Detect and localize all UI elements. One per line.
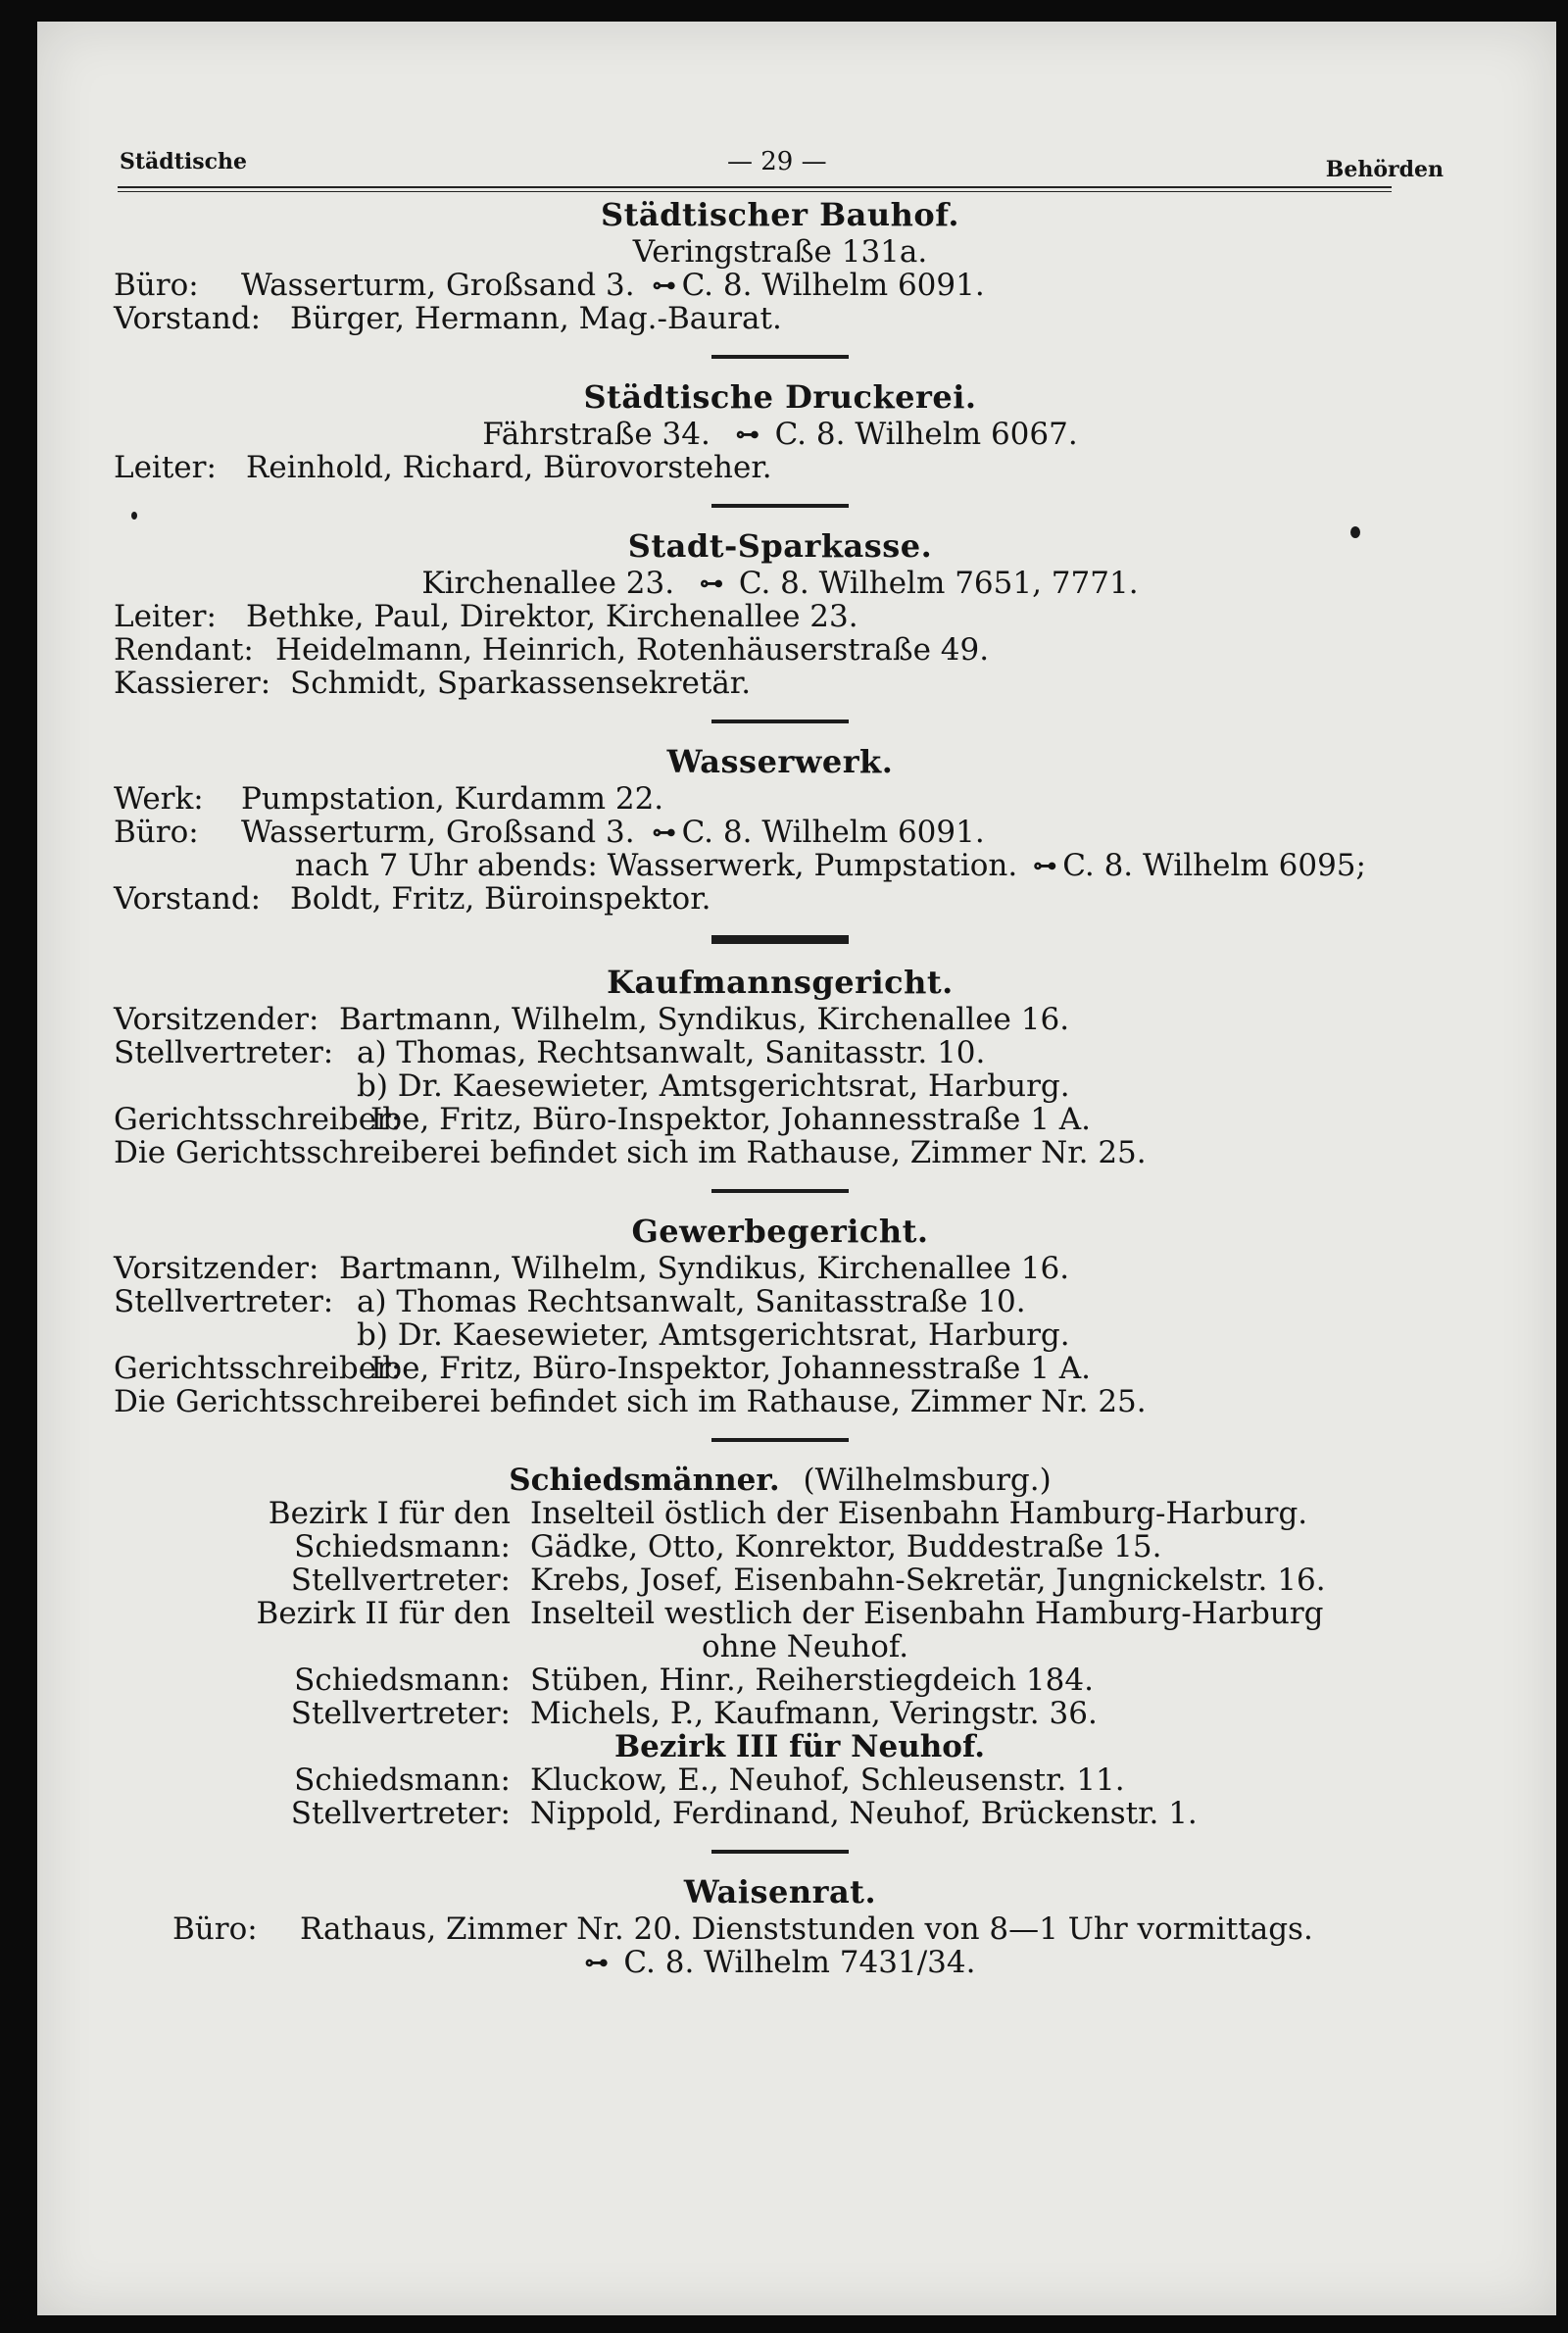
section-title: Städtische Druckerei. — [583, 378, 977, 416]
entry-text: b) Dr. Kaesewieter, Amtsgerichtsrat, Harburg. — [357, 1317, 1070, 1353]
address: Veringstraße 131a. — [632, 234, 928, 270]
entry-text: Heidelmann, Heinrich, Rotenhäuserstraße 49. — [275, 632, 990, 668]
phone-number: C. 8. Wilhelm 6067. — [774, 417, 1078, 452]
section-divider — [711, 935, 849, 944]
address-line — [114, 567, 1446, 600]
entry-vorsitzender — [114, 1252, 1446, 1285]
entry-label: Stellvertreter: — [290, 1796, 511, 1831]
section-divider — [711, 355, 849, 359]
phone-icon: ⊶ — [699, 569, 721, 597]
phone-number: C. 8. Wilhelm 7431/34. — [623, 1945, 976, 1980]
entry-label: Vorstand: — [114, 301, 262, 336]
phone-line — [114, 1946, 1446, 1979]
phone-icon: ⊶ — [1033, 851, 1055, 879]
entry-schiedsmann — [114, 1530, 1446, 1564]
entry-label: Leiter: — [114, 599, 217, 634]
bezirk-2-cont — [114, 1630, 1446, 1663]
note-text: Die Gerichtsschreiberei befindet sich im Rathause, Zimmer Nr. 25. — [114, 1384, 1147, 1419]
page-content — [114, 198, 1446, 1979]
entry-vorstand — [114, 882, 1446, 916]
entry-text: Bürger, Hermann, Mag.-Baurat. — [290, 301, 782, 336]
entry-buero — [114, 1912, 1446, 1946]
entry-label: Stellvertreter: — [290, 1563, 511, 1598]
bezirk-3: Bezirk III für Neuhof. — [613, 1729, 986, 1764]
entry-text: Boldt, Fritz, Büroinspektor. — [290, 881, 711, 917]
section-waisenrat — [114, 1875, 1446, 1979]
entry-vorsitzender — [114, 1003, 1446, 1036]
entry-text: Pumpstation, Kurdamm 22. — [241, 781, 664, 817]
section-kaufmannsgericht — [114, 966, 1446, 1169]
entry-text: Nippold, Ferdinand, Neuhof, Brückenstr. 1. — [530, 1796, 1198, 1831]
header-left: Städtische — [120, 149, 247, 174]
address: Kirchenallee 23. — [421, 566, 675, 601]
section-gewerbegericht — [114, 1215, 1446, 1418]
entry-kassierer — [114, 667, 1446, 700]
page-number: — 29 — — [727, 147, 827, 176]
entry-text: Bartmann, Wilhelm, Syndikus, Kirchenallee 16. — [339, 1251, 1070, 1286]
section-title: Städtischer Bauhof. — [601, 196, 959, 233]
entry-text: Stüben, Hinr., Reiherstiegdeich 184. — [530, 1663, 1094, 1698]
entry-buero — [114, 269, 1446, 302]
entry-text: nach 7 Uhr abends: Wasserwerk, Pumpstation. — [295, 848, 1018, 883]
entry-stellvertreter — [114, 1697, 1446, 1730]
entry-stellvertreter — [114, 1036, 1446, 1069]
bezirk-1 — [114, 1497, 1446, 1530]
entry-text: Kluckow, E., Neuhof, Schleusenstr. 11. — [530, 1762, 1125, 1798]
phone-number: C. 8. Wilhelm 7651, 7771. — [738, 566, 1139, 601]
entry-stellvertreter — [114, 1564, 1446, 1597]
section-title: Stadt-Sparkasse. — [627, 527, 933, 565]
entry-rendant — [114, 633, 1446, 667]
running-header — [120, 131, 1444, 182]
phone-icon: ⊶ — [652, 271, 674, 299]
phone-icon: ⊶ — [735, 420, 758, 448]
entry-label: Büro: — [114, 268, 199, 303]
entry-text: Gädke, Otto, Konrektor, Buddestraße 15. — [530, 1529, 1162, 1564]
section-bauhof — [114, 198, 1446, 335]
entry-buero — [114, 816, 1446, 849]
entry-text: Michels, P., Kaufmann, Veringstr. 36. — [530, 1696, 1098, 1731]
entry-label: Werk: — [114, 781, 204, 817]
entry-label: Gerichtsschreiber: — [114, 1102, 402, 1137]
entry-abends — [114, 849, 1446, 882]
bezirk-text: Inselteil westlich der Eisenbahn Hamburg-Harburg — [530, 1596, 1324, 1631]
entry-label: Stellvertreter: — [290, 1696, 511, 1731]
entry-label: Leiter: — [114, 450, 217, 485]
phone-icon: ⊶ — [652, 818, 674, 846]
bezirk-2 — [114, 1597, 1446, 1630]
address: Fährstraße 34. — [482, 417, 710, 452]
entry-gerichtsschreiber — [114, 1103, 1446, 1136]
entry-label: Vorstand: — [114, 881, 262, 917]
entry-gerichtsschreiber — [114, 1352, 1446, 1385]
entry-text: Reinhold, Richard, Bürovorsteher. — [246, 450, 772, 485]
entry-text: Ibe, Fritz, Büro-Inspektor, Johannesstraße 1 A. — [370, 1102, 1092, 1137]
section-title-suffix: (Wilhelmsburg.) — [803, 1463, 1052, 1498]
entry-label: Schiedsmann: — [294, 1663, 511, 1698]
entry-text: Schmidt, Sparkassensekretär. — [290, 666, 752, 701]
bezirk-text: ohne Neuhof. — [702, 1629, 909, 1664]
entry-text: a) Thomas Rechtsanwalt, Sanitasstraße 10. — [357, 1284, 1026, 1319]
entry-stellvertreter — [114, 1285, 1446, 1318]
entry-label: Stellvertreter: — [114, 1035, 334, 1070]
entry-label: Vorsitzender: — [114, 1002, 319, 1037]
entry-label: Schiedsmann: — [294, 1762, 511, 1798]
entry-stellvertreter-b — [114, 1069, 1446, 1103]
entry-text: Krebs, Josef, Eisenbahn-Sekretär, Jungnickelstr. 16. — [530, 1563, 1326, 1598]
entry-text: Bartmann, Wilhelm, Syndikus, Kirchenallee 16. — [339, 1002, 1070, 1037]
header-right: Behörden — [1325, 157, 1444, 182]
entry-text: b) Dr. Kaesewieter, Amtsgerichtsrat, Harburg. — [357, 1068, 1070, 1104]
entry-text: Rathaus, Zimmer Nr. 20. Dienststunden von 8—1 Uhr vormittags. — [300, 1911, 1313, 1947]
entry-text: Ibe, Fritz, Büro-Inspektor, Johannesstraße 1 A. — [370, 1351, 1092, 1386]
entry-text: Wasserturm, Großsand 3. — [241, 815, 635, 850]
ink-speck — [131, 512, 137, 520]
entry-schiedsmann — [114, 1763, 1446, 1797]
section-title: Wasserwerk. — [666, 743, 894, 780]
section-schiedsmaenner — [114, 1464, 1446, 1830]
section-title: Gewerbegericht. — [631, 1213, 929, 1250]
scanned-page — [37, 22, 1556, 2315]
entry-label: Gerichtsschreiber: — [114, 1351, 402, 1386]
entry-label: Rendant: — [114, 632, 254, 668]
entry-werk — [114, 782, 1446, 816]
phone-icon: ⊶ — [584, 1948, 607, 1976]
section-divider — [711, 1438, 849, 1442]
entry-label: Vorsitzender: — [114, 1251, 319, 1286]
address-line — [114, 418, 1446, 451]
phone-number: C. 8. Wilhelm 6091. — [681, 815, 985, 850]
ink-speck — [1350, 526, 1360, 538]
section-wasserwerk — [114, 745, 1446, 916]
entry-label: Büro: — [114, 815, 199, 850]
section-sparkasse — [114, 529, 1446, 700]
bezirk-label: Bezirk II für den — [256, 1596, 511, 1631]
note-text: Die Gerichtsschreiberei befindet sich im Rathause, Zimmer Nr. 25. — [114, 1135, 1147, 1170]
entry-label: Büro: — [172, 1911, 258, 1947]
entry-leiter — [114, 451, 1446, 484]
entry-text: Bethke, Paul, Direktor, Kirchenallee 23. — [246, 599, 858, 634]
entry-stellvertreter — [114, 1797, 1446, 1830]
note — [114, 1136, 1446, 1169]
section-title: Kaufmannsgericht. — [607, 964, 954, 1001]
phone-number: C. 8. Wilhelm 6091. — [681, 268, 985, 303]
section-divider — [711, 1850, 849, 1854]
section-title: Schiedsmänner. — [509, 1463, 780, 1498]
section-title-line — [114, 1464, 1446, 1497]
section-divider — [711, 720, 849, 723]
section-divider — [711, 1189, 849, 1193]
note — [114, 1385, 1446, 1418]
entry-label: Schiedsmann: — [294, 1529, 511, 1564]
entry-vorstand — [114, 302, 1446, 335]
entry-text: Wasserturm, Großsand 3. — [241, 268, 635, 303]
header-rule — [118, 186, 1392, 192]
bezirk-text: Inselteil östlich der Eisenbahn Hamburg-Harburg. — [530, 1496, 1308, 1531]
bezirk-label: Bezirk I für den — [268, 1496, 511, 1531]
section-druckerei — [114, 380, 1446, 484]
entry-text: a) Thomas, Rechtsanwalt, Sanitasstr. 10. — [357, 1035, 986, 1070]
entry-label: Stellvertreter: — [114, 1284, 334, 1319]
entry-label: Kassierer: — [114, 666, 271, 701]
section-title: Waisenrat. — [683, 1873, 877, 1911]
entry-schiedsmann — [114, 1663, 1446, 1697]
entry-stellvertreter-b — [114, 1318, 1446, 1352]
entry-leiter — [114, 600, 1446, 633]
section-divider — [711, 504, 849, 508]
phone-number: C. 8. Wilhelm 6095; — [1062, 848, 1366, 883]
